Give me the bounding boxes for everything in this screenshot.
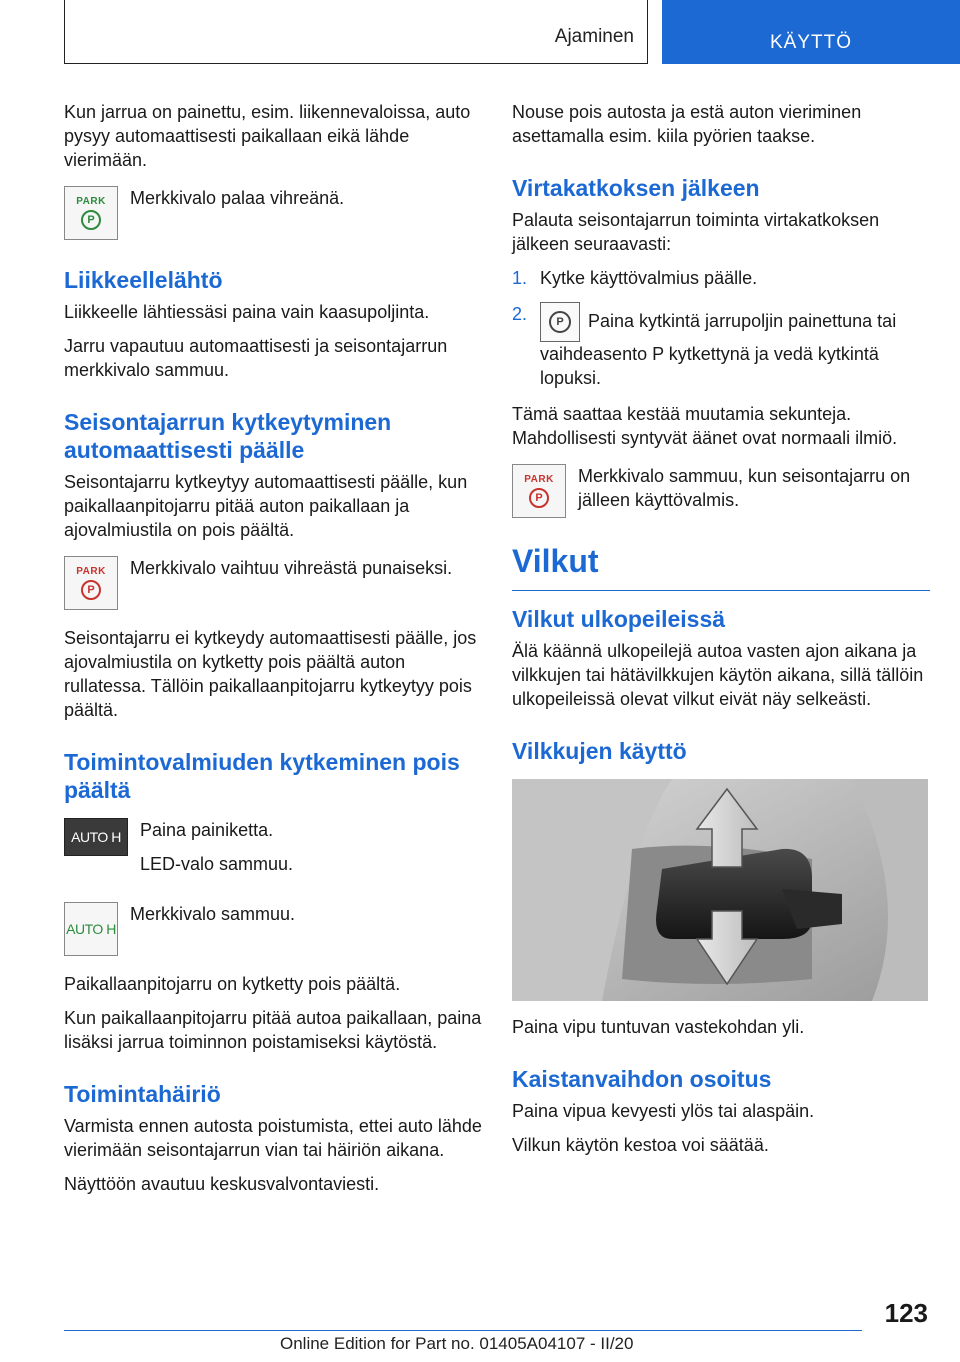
park-red-icon [512, 464, 566, 518]
header-tab-label: KÄYTTÖ [769, 32, 852, 53]
paragraph: Kun paikallaanpitojarru pitää autoa paikallaan, paina lisäksi jarrua toiminnon poistamiseksi käytöstä. [64, 1008, 482, 1052]
indicator-row [64, 556, 482, 610]
brake-symbol: P [549, 311, 571, 333]
left-column [64, 100, 482, 1206]
heading-liikkeellelahto: Liikkeellelähtö [64, 267, 223, 293]
park-symbol: P [529, 488, 549, 508]
indicator-text: Merkkivalo sammuu, kun seisontajarru on jälleen käyttövalmis. [578, 466, 911, 510]
button-row [64, 818, 482, 886]
auto-h-label: AUTO H [71, 829, 121, 845]
park-green-icon [64, 186, 118, 240]
indicator-row [512, 464, 930, 522]
header-tab-kaytto[interactable] [662, 0, 960, 64]
indicator-row [64, 902, 482, 956]
right-column [512, 100, 930, 1167]
auto-h-label: AUTO H [66, 921, 116, 937]
footer-divider [64, 1330, 862, 1331]
paragraph: Liikkeelle lähtiessäsi paina vain kaasupoljinta. [64, 302, 430, 322]
indicator-row [64, 186, 482, 240]
paragraph: Kun jarrua on painettu, esim. liikennevaloissa, auto pysyy automaattisesti paikallaan eikä lähde vierimään. [64, 102, 471, 170]
paragraph: Palauta seisontajarrun toiminta virtakatkoksen jälkeen seuraavasti: [512, 210, 880, 254]
heading-vilkkujen-kaytto: Vilkkujen käyttö [512, 738, 687, 764]
turn-signal-lever-photo [512, 779, 928, 1001]
heading-toimintovalmius: Toimintovalmiuden kytkeminen pois päältä [64, 749, 460, 803]
heading-virtakatkos: Virtakatkoksen jälkeen [512, 175, 760, 201]
heading-seisontajarru: Seisontajarrun kytkeytyminen automaattisesti päälle [64, 409, 392, 463]
heading-toimintahairio: Toimintahäiriö [64, 1081, 221, 1107]
parking-brake-switch-icon [540, 302, 580, 342]
auto-h-button-icon [64, 818, 128, 856]
park-symbol: P [81, 580, 101, 600]
header-section-title: Ajaminen [554, 26, 634, 47]
paragraph: Älä käännä ulkopeilejä autoa vasten ajon aikana ja vilkkujen tai hätävilkkujen käytön aikana, sillä tällöin ulkopeileissä olevat vilkut eivät näy selkeästi. [512, 641, 924, 709]
paragraph: Paina vipu tuntuvan vastekohdan yli. [512, 1017, 805, 1037]
step-number: 2. [512, 304, 528, 324]
indicator-text: Merkkivalo palaa vihreänä. [130, 188, 345, 208]
steps-list [512, 266, 930, 390]
list-item [512, 266, 930, 290]
park-label: PARK [524, 474, 554, 485]
instruction-text: LED-valo sammuu. [140, 854, 294, 874]
page-number: 123 [884, 1298, 928, 1328]
paragraph: Seisontajarru ei kytkeydy automaattisesti päälle, jos ajovalmiustila on kytketty pois päältä auton rullatessa. Tällöin paikallaanpitojarru kytkeytyy pois päältä. [64, 628, 477, 720]
park-label: PARK [76, 566, 106, 577]
indicator-text: Merkkivalo sammuu. [130, 904, 296, 924]
heading-kaistanvaihto: Kaistanvaihdon osoitus [512, 1066, 772, 1092]
park-label: PARK [76, 196, 106, 207]
park-red-icon [64, 556, 118, 610]
footer-edition: Online Edition for Part no. 01405A04107 - II/20 [280, 1334, 634, 1353]
paragraph: Nouse pois autosta ja estä auton vieriminen asettamalla esim. kiila pyörien taakse. [512, 102, 862, 146]
paragraph: Näyttöön avautuu keskusvalvontaviesti. [64, 1174, 380, 1194]
heading-vilkut: Vilkut [512, 542, 930, 591]
paragraph: Paikallaanpitojarru on kytketty pois päältä. [64, 974, 401, 994]
paragraph: Varmista ennen autosta poistumista, ettei auto lähde vierimään seisontajarrun vian tai häiriön aikana. [64, 1116, 482, 1160]
paragraph: Paina vipua kevyesti ylös tai alaspäin. [512, 1101, 815, 1121]
paragraph: Tämä saattaa kestää muutamia sekunteja. Mahdollisesti syntyvät äänet ovat normaali ilmiö. [512, 404, 898, 448]
heading-vilkut-ulkopeileissa: Vilkut ulkopeileissä [512, 606, 726, 632]
step-text: Kytke käyttövalmius päälle. [540, 268, 758, 288]
list-item [512, 302, 930, 390]
paragraph: Jarru vapautuu automaattisesti ja seisontajarrun merkkivalo sammuu. [64, 336, 448, 380]
paragraph: Seisontajarru kytkeytyy automaattisesti päälle, kun paikallaanpitojarru pitää auton paikallaan ja ajovalmiustila on pois päältä. [64, 472, 468, 540]
indicator-text: Merkkivalo vaihtuu vihreästä punaiseksi. [130, 558, 453, 578]
step-text: Paina kytkintä jarrupoljin painettuna tai vaihdeasento P kytkettynä ja vedä kytkintä lopuksi. [540, 310, 897, 388]
paragraph: Vilkun käytön kestoa voi säätää. [512, 1135, 769, 1155]
step-number: 1. [512, 268, 528, 288]
instruction-text: Paina painiketta. [140, 820, 274, 840]
park-symbol: P [81, 210, 101, 230]
auto-h-indicator-icon [64, 902, 118, 956]
